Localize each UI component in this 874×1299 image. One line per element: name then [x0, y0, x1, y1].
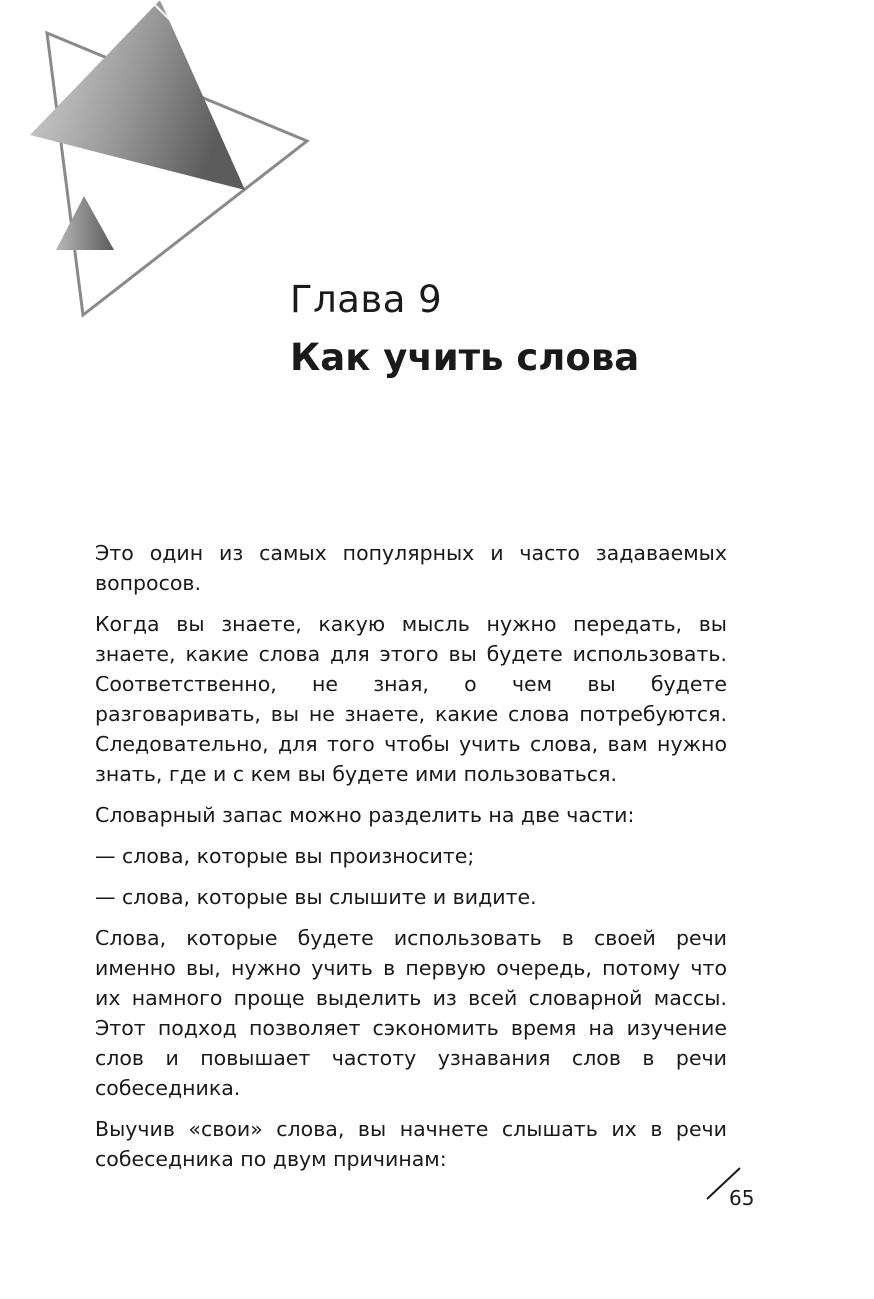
page-number: 65 — [729, 1186, 755, 1210]
body-text — [95, 538, 727, 1185]
paragraph: Слова, которые будете использовать в своей речи именно вы, нужно учить в первую очередь, потому что их намного проще выделить из всей словарной массы. Этот подход позволяет сэкономить время на изучение слов и повышает частоту узнавания слов в речи собеседника. — [95, 926, 727, 1100]
list-item-text: слова, которые вы слышите и видите. — [122, 885, 537, 909]
list-item — [95, 882, 727, 912]
list-item — [95, 841, 727, 871]
dash-marker: — — [95, 844, 116, 868]
paragraph: Это один из самых популярных и часто задаваемых вопросов. — [95, 541, 727, 595]
paragraph: Выучив «свои» слова, вы начнете слышать их в речи собеседника по двум причинам: — [95, 1117, 727, 1171]
list-item-text: слова, которые вы произносите; — [122, 844, 475, 868]
chapter-title: Как учить слова — [290, 336, 640, 379]
small-gradient-triangle — [56, 196, 114, 250]
paragraph: Когда вы знаете, какую мысль нужно передать, вы знаете, какие слова для этого вы будете использовать. Соответственно, не зная, о чем вы будете разговаривать, вы не знаете, какие слова потребуются. Следовательно, для того чтобы учить слова, вам нужно знать, где и с кем вы будете ими пользоваться. — [95, 612, 727, 786]
paragraph: Словарный запас можно разделить на две части: — [95, 803, 635, 827]
chapter-label: Глава 9 — [290, 278, 443, 321]
dash-marker: — — [95, 885, 116, 909]
